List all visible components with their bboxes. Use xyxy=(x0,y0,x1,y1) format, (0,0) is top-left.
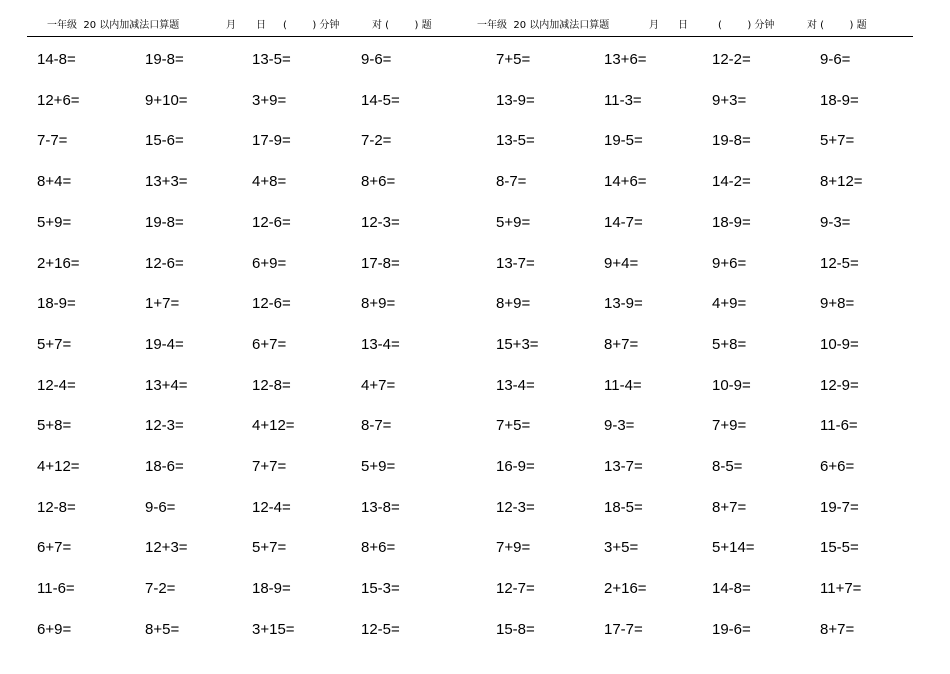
problem-cell: 7+9= xyxy=(712,417,747,435)
problem-cell: 6+7= xyxy=(252,335,287,353)
problem-cell: 15-8= xyxy=(496,620,535,638)
problem-cell: 13-8= xyxy=(361,498,400,516)
problem-row xyxy=(0,447,950,487)
problem-cell: 5+9= xyxy=(496,213,531,231)
problem-cell: 8+4= xyxy=(37,173,72,191)
problem-cell: 13-4= xyxy=(496,376,535,394)
problem-cell: 5+9= xyxy=(37,213,72,231)
problem-row xyxy=(0,244,950,284)
right-month-label: 月 xyxy=(649,20,659,31)
problem-cell: 12-3= xyxy=(361,213,400,231)
problem-cell: 13+3= xyxy=(145,173,188,191)
problem-cell: 12-8= xyxy=(252,376,291,394)
problem-cell: 6+9= xyxy=(252,254,287,272)
problem-cell: 8+5= xyxy=(145,620,180,638)
problem-cell: 8+6= xyxy=(361,173,396,191)
problem-cell: 6+7= xyxy=(37,539,72,557)
problem-cell: 2+16= xyxy=(604,580,647,598)
problem-cell: 8-7= xyxy=(496,173,527,191)
problem-cell: 12-5= xyxy=(361,620,400,638)
problem-cell: 9-6= xyxy=(361,51,392,68)
problem-cell: 13+4= xyxy=(145,376,188,394)
problem-cell: 14-7= xyxy=(604,213,643,231)
left-month-label: 月 xyxy=(226,20,236,31)
problem-cell: 5+9= xyxy=(361,458,396,475)
problem-cell: 8+6= xyxy=(361,539,396,557)
problem-cell: 9+8= xyxy=(820,295,855,313)
problem-cell: 1+7= xyxy=(145,295,180,313)
problem-cell: 17-7= xyxy=(604,620,643,638)
problem-cell: 15+3= xyxy=(496,335,539,353)
problem-cell: 5+7= xyxy=(252,539,287,557)
problem-row xyxy=(0,528,950,568)
problem-cell: 5+7= xyxy=(820,132,855,150)
problem-cell: 3+15= xyxy=(252,620,295,638)
problem-cell: 13-4= xyxy=(361,335,400,353)
problem-cell: 11+7= xyxy=(820,580,862,598)
problem-cell: 19-6= xyxy=(712,620,751,638)
problem-cell: 13-9= xyxy=(604,295,643,313)
problem-cell: 8+12= xyxy=(820,173,863,191)
problem-cell: 19-7= xyxy=(820,498,859,516)
problem-cell: 11-6= xyxy=(37,580,75,598)
problem-cell: 9-3= xyxy=(820,213,851,231)
problem-row xyxy=(0,203,950,243)
problem-cell: 4+12= xyxy=(37,458,80,475)
left-title: 一年级 20 以内加减法口算题 xyxy=(47,20,180,31)
problem-cell: 12-6= xyxy=(145,254,184,272)
problem-cell: 13-5= xyxy=(252,51,291,68)
problem-cell: 9+6= xyxy=(712,254,747,272)
problem-cell: 8-5= xyxy=(712,458,743,475)
problem-row xyxy=(0,406,950,446)
problem-cell: 4+12= xyxy=(252,417,295,435)
problem-cell: 5+8= xyxy=(712,335,747,353)
problem-cell: 12-6= xyxy=(252,295,291,313)
problem-cell: 11-4= xyxy=(604,376,642,394)
problem-cell: 9+10= xyxy=(145,91,188,109)
problem-cell: 16-9= xyxy=(496,458,535,475)
problem-cell: 7-7= xyxy=(37,132,68,150)
problem-cell: 4+8= xyxy=(252,173,287,191)
problem-cell: 11-3= xyxy=(604,91,642,109)
problem-row xyxy=(0,121,950,161)
right-time-field: ( ) 分钟 xyxy=(718,20,775,31)
problem-row xyxy=(0,488,950,528)
problem-cell: 7-2= xyxy=(145,580,176,598)
problem-cell: 6+9= xyxy=(37,620,72,638)
problem-cell: 7+7= xyxy=(252,458,287,475)
problem-cell: 13-7= xyxy=(496,254,535,272)
problem-cell: 19-8= xyxy=(145,51,184,68)
problem-cell: 12-5= xyxy=(820,254,859,272)
problem-cell: 14-8= xyxy=(712,580,751,598)
problem-cell: 15-5= xyxy=(820,539,859,557)
problem-cell: 15-6= xyxy=(145,132,184,150)
problem-cell: 8+7= xyxy=(820,620,855,638)
problem-cell: 12-6= xyxy=(252,213,291,231)
problem-cell: 9-3= xyxy=(604,417,635,435)
problem-cell: 9-6= xyxy=(145,498,176,516)
problem-cell: 14-5= xyxy=(361,91,400,109)
problem-cell: 19-8= xyxy=(145,213,184,231)
problem-cell: 14-8= xyxy=(37,51,76,68)
problem-cell: 7+9= xyxy=(496,539,531,557)
worksheet-header xyxy=(0,17,950,35)
problem-cell: 12-9= xyxy=(820,376,859,394)
problem-cell: 7+5= xyxy=(496,417,531,435)
problem-cell: 8+9= xyxy=(496,295,531,313)
left-time-field: ( ) 分钟 xyxy=(283,20,340,31)
problem-cell: 9+4= xyxy=(604,254,639,272)
problem-cell: 18-6= xyxy=(145,458,184,475)
problem-cell: 2+16= xyxy=(37,254,80,272)
problem-row xyxy=(0,569,950,609)
problem-cell: 18-9= xyxy=(37,295,76,313)
problem-cell: 18-9= xyxy=(712,213,751,231)
problem-cell: 3+5= xyxy=(604,539,639,557)
problem-cell: 12-4= xyxy=(252,498,291,516)
problem-cell: 12-8= xyxy=(37,498,76,516)
problem-cell: 12-3= xyxy=(145,417,184,435)
left-day-label: 日 xyxy=(256,20,266,31)
problem-cell: 8+7= xyxy=(712,498,747,516)
problem-cell: 4+7= xyxy=(361,376,396,394)
problem-row xyxy=(0,40,950,80)
problem-cell: 14+6= xyxy=(604,173,647,191)
problem-cell: 11-6= xyxy=(820,417,858,435)
problem-cell: 19-8= xyxy=(712,132,751,150)
problem-cell: 19-4= xyxy=(145,335,184,353)
problem-cell: 12+6= xyxy=(37,91,80,109)
problem-cell: 12-3= xyxy=(496,498,535,516)
problem-cell: 15-3= xyxy=(361,580,400,598)
problem-cell: 8+9= xyxy=(361,295,396,313)
problem-row xyxy=(0,366,950,406)
problem-cell: 12-7= xyxy=(496,580,535,598)
problem-cell: 14-2= xyxy=(712,173,751,191)
problem-cell: 13+6= xyxy=(604,51,647,68)
problem-cell: 3+9= xyxy=(252,91,287,109)
problem-row xyxy=(0,162,950,202)
problem-cell: 5+14= xyxy=(712,539,755,557)
problem-cell: 13-5= xyxy=(496,132,535,150)
problem-row xyxy=(0,81,950,121)
problem-cell: 18-9= xyxy=(820,91,859,109)
problem-cell: 18-9= xyxy=(252,580,291,598)
problem-cell: 17-9= xyxy=(252,132,291,150)
right-title: 一年级 20 以内加减法口算题 xyxy=(477,20,610,31)
problem-row xyxy=(0,610,950,650)
problem-cell: 19-5= xyxy=(604,132,643,150)
left-correct-field: 对 ( ) 题 xyxy=(372,20,432,31)
problem-cell: 13-9= xyxy=(496,91,535,109)
problem-cell: 7+5= xyxy=(496,51,531,68)
problem-cell: 12+3= xyxy=(145,539,188,557)
header-divider xyxy=(27,36,913,37)
problem-cell: 17-8= xyxy=(361,254,400,272)
problem-cell: 8+7= xyxy=(604,335,639,353)
problem-cell: 12-4= xyxy=(37,376,76,394)
right-day-label: 日 xyxy=(678,20,688,31)
right-correct-field: 对 ( ) 题 xyxy=(807,20,867,31)
problem-cell: 5+8= xyxy=(37,417,72,435)
problem-cell: 6+6= xyxy=(820,458,855,475)
problem-cell: 12-2= xyxy=(712,51,751,68)
problem-cell: 13-7= xyxy=(604,458,643,475)
problem-cell: 10-9= xyxy=(820,335,859,353)
problem-cell: 5+7= xyxy=(37,335,72,353)
problem-cell: 8-7= xyxy=(361,417,392,435)
problem-cell: 18-5= xyxy=(604,498,643,516)
problem-cell: 7-2= xyxy=(361,132,392,150)
problem-row xyxy=(0,325,950,365)
problem-cell: 9+3= xyxy=(712,91,747,109)
problem-row xyxy=(0,284,950,324)
problem-cell: 10-9= xyxy=(712,376,751,394)
problem-cell: 9-6= xyxy=(820,51,851,68)
problem-cell: 4+9= xyxy=(712,295,747,313)
